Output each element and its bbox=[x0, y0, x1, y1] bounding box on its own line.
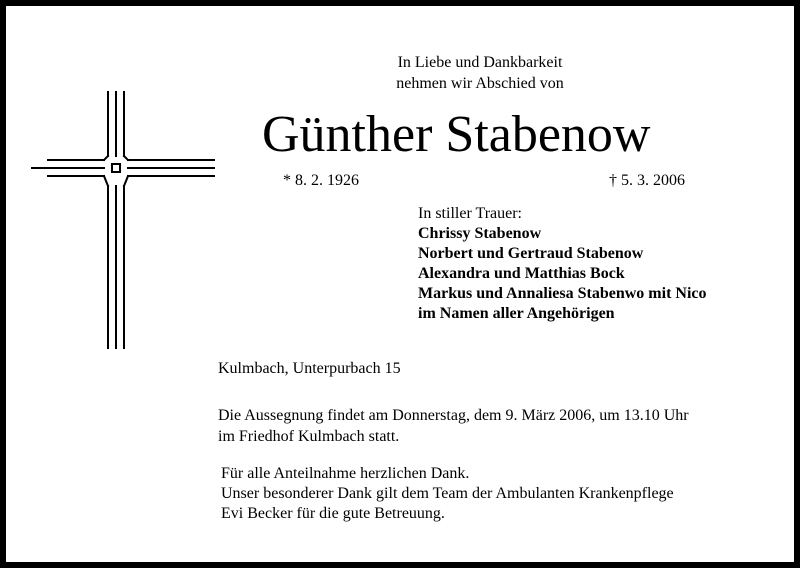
ceremony-line-1: Die Aussegnung findet am Donnerstag, dem 9. März 2006, um 13.10 Uhr bbox=[218, 407, 689, 424]
intro-line-1: In Liebe und Dankbarkeit bbox=[397, 54, 563, 71]
intro-text bbox=[360, 52, 600, 94]
thanks-text bbox=[221, 464, 674, 524]
mourner-name: Alexandra und Matthias Bock bbox=[418, 265, 625, 282]
address: Kulmbach, Unterpurbach 15 bbox=[218, 360, 401, 377]
ceremony-line-2: im Friedhof Kulmbach statt. bbox=[218, 428, 400, 445]
mourner-name: Norbert und Gertraud Stabenow bbox=[418, 245, 644, 262]
birth-date: * 8. 2. 1926 bbox=[283, 172, 359, 189]
cross-icon bbox=[30, 90, 216, 350]
ceremony-info bbox=[218, 405, 689, 447]
mourners-block bbox=[418, 204, 707, 324]
thanks-line-1: Für alle Anteilnahme herzlichen Dank. bbox=[221, 465, 470, 482]
thanks-line-3: Evi Becker für die gute Betreuung. bbox=[221, 505, 445, 522]
intro-line-2: nehmen wir Abschied von bbox=[396, 75, 564, 92]
mourner-name: im Namen aller Angehörigen bbox=[418, 305, 615, 322]
thanks-line-2: Unser besonderer Dank gilt dem Team der Ambulanten Krankenpflege bbox=[221, 485, 674, 502]
mourner-name: Chrissy Stabenow bbox=[418, 225, 542, 242]
deceased-name: Günther Stabenow bbox=[262, 106, 651, 163]
death-date: † 5. 3. 2006 bbox=[609, 172, 685, 189]
mourners-heading: In stiller Trauer: bbox=[418, 205, 522, 222]
mourner-name: Markus und Annaliesa Stabenwo mit Nico bbox=[418, 285, 707, 302]
